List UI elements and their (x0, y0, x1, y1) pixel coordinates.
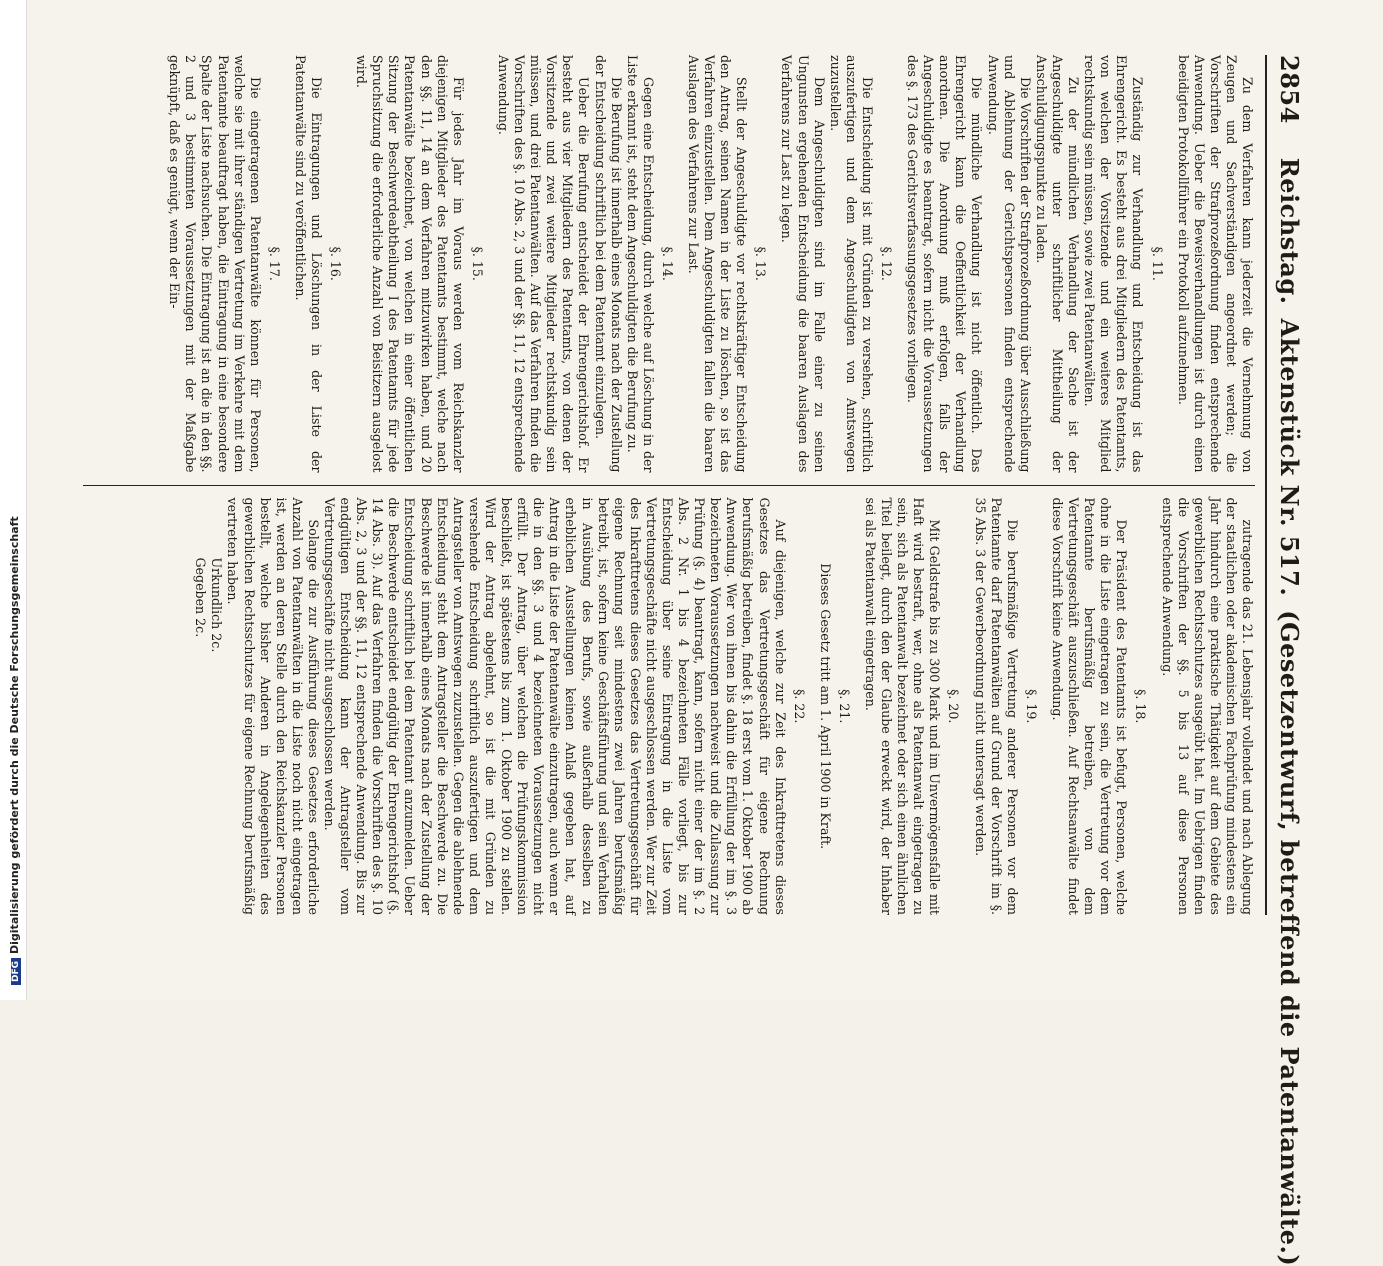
right-section-heading: §. 22. (791, 689, 807, 724)
left-section-heading: §. 13. (753, 246, 769, 281)
right-paragraph: Auf diejenigen, welche zur Zeit des Inkrafttretens dieses Gesetzes das Vertretungsgeschäft für eigene Rechnung berufsmäßig betreiben, findet §. 18 erst vom 1. Oktober 1900 ab Anwendung. Wer von ihnen bis dahin die Erfüllung der im §. 3 bezeichneten Voraussetzungen nachweist und die Zulassung zur Prüfung (§. 4) beantragt, kann, sofern nicht einer der im §. 2 Abs. 2 Nr. 1 bis 4 bezeichneten Fälle vorliegt, bis zur Entscheidung über seine Eintragung in die Liste vom Vertretungsgeschäfte nicht ausgeschlossen werden. Wer zur Zeit des Inkrafttretens dieses Gesetzes das Vertretungsgeschäft für eigene Rechnung seit mindestens zwei Jahren berufsmäßig betreibt, ist, sofern keine Geschäftsführung und sein Verhalten in Ausübung des Berufs, sowie außerhalb desselben zu erheblichen Ausstellungen keinen Anlaß gegeben hat, auf Antrag in die Liste der Patentanwälte einzutragen, auch wenn er die in den §§. 3 und 4 bezeichneten Voraussetzungen nicht erfüllt. Der Antrag, über welchen die Prüfungskommission beschließt, ist spätestens bis zum 1. Oktober 1900 zu stellen. Wird der Antrag abgelehnt, so ist die mit Gründen zu versehende Entscheidung schriftlich auszufertigen und dem Antragsteller von Amtswegen zuzustellen. Gegen die ablehnende Entscheidung steht dem Antragsteller die Beschwerde zu. Die Beschwerde ist innerhalb eines Monats nach der Zustellung der Entscheidung schriftlich bei dem Patentamt anzumelden. Ueber die Beschwerde entscheidet endgültig der Ehrengerichtshof (§. 14 Abs. 3). Auf das Verfahren finden die Vorschriften des §. 10 Abs. 2, 3 und der §§. 11, 12 entsprechende Anwendung. Bis zur endgültigen Entscheidung kann der Antragsteller vom Vertretungsgeschäfte nicht ausgeschlossen werden. (322, 497, 788, 915)
page-header (1265, 55, 1313, 1266)
right-paragraph: zutragende das 21. Lebensjahr vollendet und nach Ablegung der staatlichen oder akademischen Fachprüfung mindestens ein Jahr hindurch eine praktische Thätigkeit auf dem Gebiete des gewerblichen Rechtsschutzes ausgeübt hat. Im Uebrigen finden die Vorschriften der §§. 5 bis 13 auf diese Personen entsprechende Anwendung. (1159, 497, 1255, 915)
left-paragraph: Die Berufung ist innerhalb eines Monats nach der Zustellung der Entscheidung schriftlich bei dem Patentamt einzulegen. (592, 55, 624, 473)
digitization-credit-strip (0, 0, 27, 1000)
left-paragraph: Die eingetragenen Patentanwälte können für Personen, welche sie mit ihrer ständigen Vertretung im Verkehre mit dem Patentamte beauftragt haben, die Eintragung in eine besondere Spalte der Liste nachsuchen. Die Eintragung ist an die in den §§. 2 und 3 bestimmten Voraussetzungen mit der Maßgabe geknüpft, daß es genügt, wenn der Ein- (167, 55, 263, 473)
left-section-heading: §. 16. (328, 246, 344, 281)
left-paragraph: Ueber die Berufung entscheidet der Ehrengerichtshof. Er besteht aus vier Mitgliedern des Patentamts, von denen der Vorsitzende und zwei weitere Mitglieder rechtskundig sein müssen, und drei Patentanwälten. Auf das Verfahren finden die Vorschriften des §. 10 Abs. 2, 3 und der §§. 11, 12 entsprechende Anwendung. (495, 55, 592, 473)
page-content (83, 55, 1313, 1266)
left-paragraph: Die mündliche Verhandlung ist nicht öffentlich. Das Ehrengericht kann die Oeffentlichkeit der Verhandlung anordnen. Die Anordnung muß erfolgen, falls der Angeschuldigte es beantragt, sofern nicht die Voraussetzungen des §. 173 des Gerichtsverfassungsgesetzes vorliegen. (905, 55, 985, 473)
left-section-heading: §. 12. (879, 246, 895, 281)
left-section-heading: §. 11. (1149, 246, 1165, 281)
left-paragraph: Stellt der Angeschuldigte vor rechtskräftiger Entscheidung den Antrag, seinen Namen in der Liste zu löschen, so ist das Verfahren einzustellen. Dem Angeschuldigten fallen die baaren Auslagen des Verfahrens zur Last. (686, 55, 750, 473)
left-section-heading: §. 17. (266, 246, 282, 281)
right-closing-formula: Gegeben 2c. (193, 557, 209, 638)
right-paragraph: Mit Geldstrafe bis zu 300 Mark und im Unvermögensfalle mit Haft wird bestraft, wer, ohne als Patentanwalt eingetragen zu sein, sich als Patentanwalt bezeichnet oder sich einen ähnlichen Titel beilegt, durch den der Glaube erweckt wird, der Inhaber sei als Patentanwalt eingetragen. (863, 497, 943, 915)
credit-text: Digitalisierung gefördert durch die Deutsche Forschungsgemeinschaft (8, 516, 21, 954)
right-section-heading: §. 20. (946, 689, 962, 724)
header-document-number: Aktenstück Nr. 517. (1275, 318, 1305, 597)
left-paragraph: Für jedes Jahr im Voraus werden vom Reichskanzler diejenigen Mitglieder des Patentamts bestimmt, welche nach den §§. 11, 14 an dem Verfahren mitzuwirken haben, und 20 Patentanwälte bezeichnet, von welchen in einer öffentlichen Sitzung der Beschwerdeabtheilung I des Patentamts für jede Spruchsitzung die erforderliche Anzahl von Beisitzern ausgelost wird. (354, 55, 466, 473)
right-closing-formula: Urkundlich 2c. (209, 557, 225, 653)
dfg-logo: DFG (11, 958, 21, 985)
right-section-heading: §. 18. (1133, 689, 1149, 724)
right-section-heading: §. 21. (836, 689, 852, 724)
right-section-heading: §. 19. (1023, 689, 1039, 724)
left-paragraph: Zu dem Verfahren kann jederzeit die Vernehmung von Zeugen und Sachverständigen angeordnet werden; die Vorschriften der Strafprozeßordnung finden entsprechende Anwendung. Ueber die Beweisverhandlungen ist durch einen beeidigten Protokollführer ein Protokoll aufzunehmen. (1175, 55, 1255, 473)
right-column (83, 486, 1255, 916)
left-paragraph: Gegen eine Entscheidung, durch welche auf Löschung in der Liste erkannt ist, steht dem Angeschuldigten die Berufung zu. (624, 55, 656, 473)
left-column (83, 55, 1255, 486)
left-paragraph: Dem Angeschuldigten sind im Falle einer zu seinen Ungunsten ergehenden Entscheidung die baaren Auslagen des Verfahrens zur Last zu legen. (779, 55, 827, 473)
text-columns (83, 55, 1255, 915)
left-paragraph: Zuständig zur Verhandlung und Entscheidung ist das Ehrengericht. Es besteht aus drei Mitgliedern des Patentamts, von welchen der Vorsitzende und ein weiteres Mitglied rechtskundig sein müssen, sowie zwei Patentanwälten. (1082, 55, 1146, 473)
left-paragraph: Die Entscheidung ist mit Gründen zu versehen, schriftlich auszufertigen und dem Angeschuldigten von Amtswegen zuzustellen. (827, 55, 875, 473)
right-paragraph: Solange die zur Ausführung dieses Gesetzes erforderliche Anzahl von Patentanwälten in die Liste noch nicht eingetragen ist, werden an deren Stelle durch den Reichskanzler Personen bestellt, welche bisher Anderen in Angelegenheiten des gewerblichen Rechtsschutzes für eigene Rechnung berufsmäßig vertreten haben. (225, 497, 321, 915)
left-paragraph: Zu der mündlichen Verhandlung der Sache ist der Angeschuldigte unter schriftlicher Mittheilung der Anschuldigungspunkte zu laden. (1033, 55, 1082, 473)
left-section-heading: §. 14. (659, 246, 675, 281)
header-title: Reichstag. (1275, 157, 1305, 305)
right-centered-line: Dieses Gesetz tritt am 1. April 1900 in Kraft. (817, 563, 833, 850)
header-subject: (Gesetzentwurf, betreffend die Patentanwälte.) (1275, 610, 1305, 1266)
left-paragraph: Die Eintragungen und Löschungen in der Liste der Patentanwälte sind zu veröffentlichen. (292, 55, 325, 473)
right-paragraph: Die berufsmäßige Vertretung anderer Personen vor dem Patentamte darf Patentanwälten auf Grund der Vorschrift im §. 35 Abs. 3 der Gewerbeordnung nicht untersagt werden. (972, 497, 1020, 915)
credit-text-line (8, 5, 21, 985)
page-number: 2854 (1275, 55, 1305, 124)
left-section-heading: §. 15. (469, 246, 485, 281)
left-paragraph: Die Vorschriften der Strafprozeßordnung über Ausschließung und Ablehnung der Gerichtspersonen finden entsprechende Anwendung. (985, 55, 1033, 473)
right-paragraph: Der Präsident des Patentamts ist befugt, Personen, welche ohne in die Liste eingetragen zu sein, die Vertretung vor dem Patentamte berufsmäßig betreiben, von dem Vertretungsgeschäft auszuschließen. Auf Rechtsanwälte findet diese Vorschrift keine Anwendung. (1049, 497, 1130, 915)
